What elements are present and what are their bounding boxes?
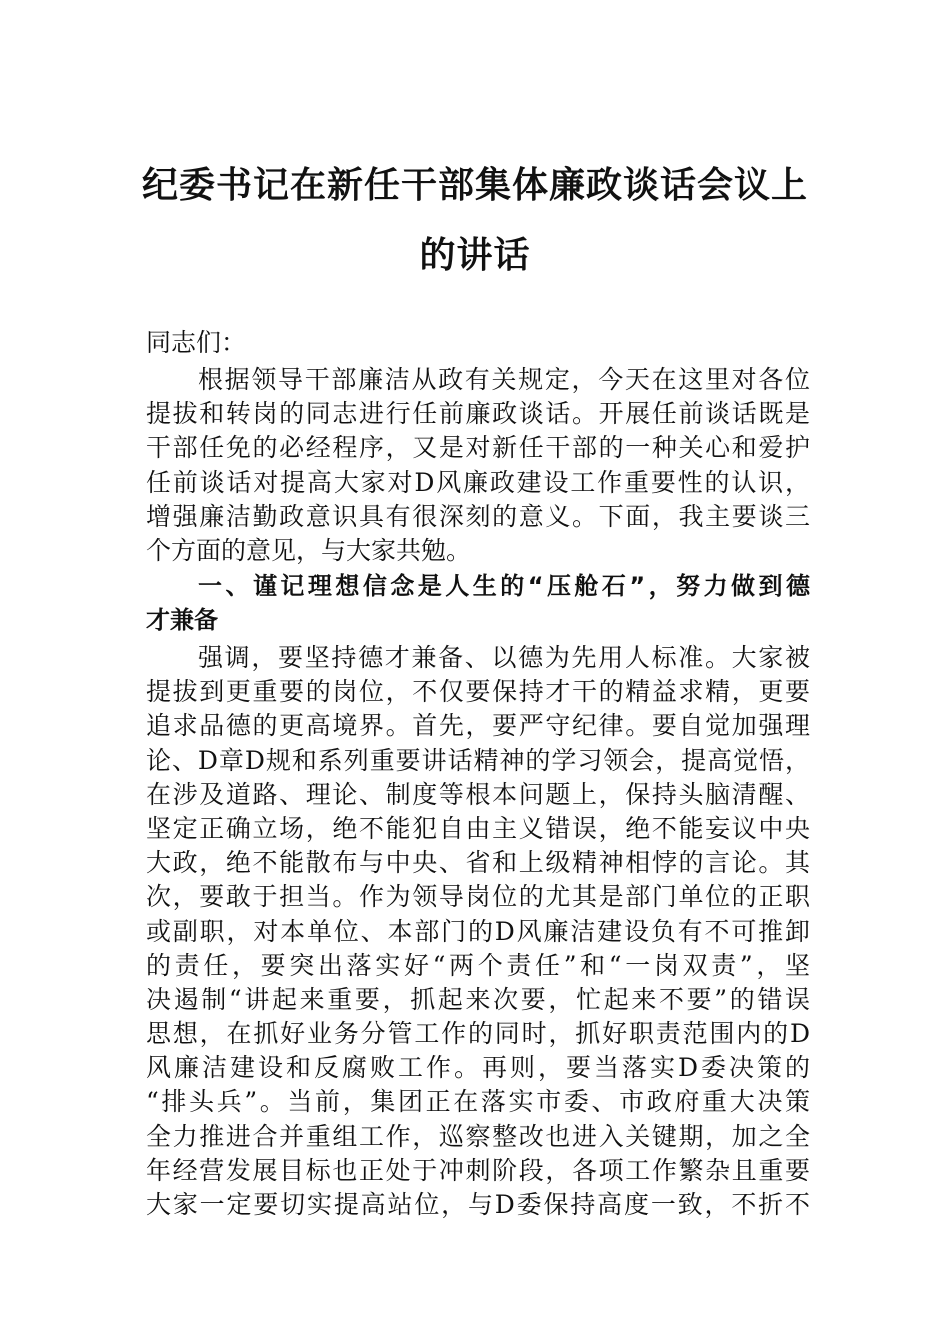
section-heading-1 bbox=[146, 569, 810, 637]
paragraph-line: 增强廉洁勤政意识具有很深刻的意义。下面，我主要谈三 bbox=[146, 501, 810, 531]
paragraph-line: 大家一定要切实提高站位，与D委保持高度一致，不折不 bbox=[146, 1190, 810, 1219]
document-title-line-1: 纪委书记在新任干部集体廉政谈话会议上 bbox=[141, 164, 808, 206]
paragraph-line: 个方面的意见，与大家共勉。 bbox=[146, 535, 472, 565]
paragraph-line: 决遏制“讲起来重要，抓起来次要，忙起来不要”的错误 bbox=[146, 984, 810, 1014]
heading-line: 才兼备 bbox=[146, 606, 218, 635]
paragraph-line: 全力推进合并重组工作，巡察整改也进入关键期，加之全 bbox=[146, 1121, 810, 1151]
paragraph-line: 根据领导干部廉洁从政有关规定，今天在这里对各位 bbox=[198, 365, 810, 394]
paragraph-line: 风廉洁建设和反腐败工作。再则，要当落实D委决策的 bbox=[146, 1053, 810, 1083]
paragraph-line: 提拔和转岗的同志进行任前廉政谈话。开展任前谈话既是 bbox=[146, 399, 810, 429]
paragraph-line: 干部任免的必经程序，又是对新任干部的一种关心和爱护 bbox=[146, 433, 810, 463]
paragraph-line: 或副职，对本单位、本部门的D风廉洁建设负有不可推卸 bbox=[146, 916, 810, 946]
paragraph-line: 强调，要坚持德才兼备、以德为先用人标准。大家被 bbox=[198, 643, 810, 672]
paragraph-line: 思想，在抓好业务分管工作的同时，抓好职责范围内的D bbox=[146, 1019, 810, 1049]
paragraph-line: 坚定正确立场，绝不能犯自由主义错误，绝不能妄议中央 bbox=[146, 813, 810, 843]
greeting: 同志们： bbox=[146, 328, 247, 357]
paragraph-line: 年经营发展目标也正处于冲刺阶段，各项工作繁杂且重要 bbox=[146, 1155, 810, 1185]
paragraph-line: 大政，绝不能散布与中央、省和上级精神相悖的言论。其 bbox=[146, 848, 810, 878]
paragraph-line: 次，要敢于担当。作为领导岗位的尤其是部门单位的正职 bbox=[146, 882, 810, 912]
paragraph-line: 在涉及道路、理论、制度等根本问题上，保持头脑清醒、 bbox=[146, 779, 810, 809]
paragraph-line: 任前谈话对提高大家对D风廉政建设工作重要性的认识， bbox=[146, 467, 810, 497]
paragraph-line: 提拔到更重要的岗位，不仅要保持才干的精益求精，更要 bbox=[146, 677, 810, 707]
paragraph-line: 论、D章D规和系列重要讲话精神的学习领会，提高觉悟， bbox=[146, 745, 810, 775]
heading-line: 一、谨记理想信念是人生的“压舱石”，努力做到德 bbox=[198, 572, 810, 600]
paragraph-2 bbox=[146, 641, 810, 1222]
paragraph-1 bbox=[146, 363, 810, 568]
paragraph-line: 追求品德的更高境界。首先，要严守纪律。要自觉加强理 bbox=[146, 711, 810, 741]
document-title-line-2: 的讲话 bbox=[419, 234, 531, 276]
paragraph-line: “排头兵”。当前，集团正在落实市委、市政府重大决策 bbox=[146, 1087, 810, 1117]
paragraph-line: 的责任，要突出落实好“两个责任”和“一岗双责”，坚 bbox=[146, 950, 810, 980]
